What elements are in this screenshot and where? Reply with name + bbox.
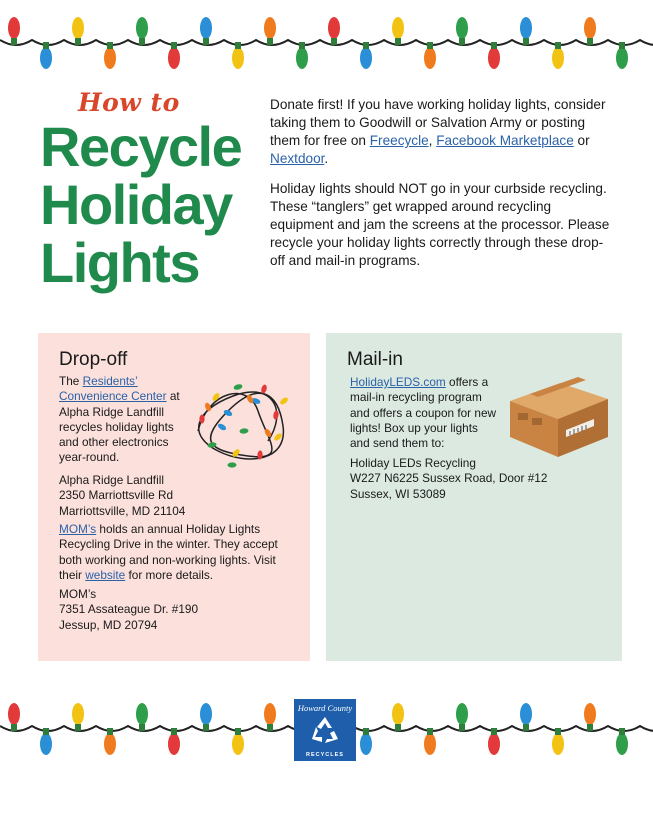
- light-bulb: [72, 703, 84, 731]
- light-bulb: [136, 17, 148, 45]
- recycle-icon: [309, 715, 341, 745]
- light-bulb: [200, 703, 212, 731]
- freecycle-link[interactable]: Freecycle: [369, 133, 429, 148]
- light-bulb: [296, 42, 308, 69]
- light-bulb: [616, 42, 628, 69]
- light-bulb: [488, 728, 500, 755]
- light-bulb: [104, 42, 116, 69]
- mailin-panel: [326, 333, 622, 661]
- tangled-bulb: [273, 410, 280, 420]
- light-bulb: [8, 17, 20, 45]
- nextdoor-link[interactable]: Nextdoor: [270, 151, 325, 166]
- moms-website-link[interactable]: website: [85, 567, 126, 582]
- tangled-lights-icon: [188, 371, 298, 471]
- light-bulb: [456, 703, 468, 731]
- dropoff-panel: [38, 333, 310, 661]
- intro-paragraph-donate: Donate first! If you have working holiday lights, consider taking them to Goodwill or Salvation Army or posting them for free on Freecycle, Facebook Marketplace or Nextdoor.: [270, 97, 606, 166]
- dropoff-address-moms: MOM’s 7351 Assateague Dr. #190 Jessup, MD 20794: [59, 587, 199, 632]
- light-bulb: [136, 703, 148, 731]
- page-title: [40, 115, 242, 294]
- facebook-marketplace-link[interactable]: Facebook Marketplace: [436, 133, 574, 148]
- mailin-text: HolidayLEDS.com offers a mail-in recycling program and offers a coupon for new lights! Box up your lights and send them to:: [350, 375, 497, 451]
- light-bulb: [232, 728, 244, 755]
- tangled-bulb: [239, 428, 248, 434]
- tangled-bulb: [227, 462, 236, 467]
- dropoff-moms-text: MOM’s holds an annual Holiday Lights Recycling Drive in the winter. They accept both working and non-working lights. Visit their website for more details.: [59, 522, 278, 582]
- intro-text: [270, 96, 610, 282]
- light-bulb: [392, 703, 404, 731]
- light-bulb: [104, 728, 116, 755]
- light-bulb: [72, 17, 84, 45]
- light-bulb: [168, 728, 180, 755]
- light-bulb: [616, 728, 628, 755]
- light-bulb: [264, 703, 276, 731]
- tangled-bulb: [217, 422, 227, 431]
- light-bulb: [200, 17, 212, 45]
- light-bulb: [424, 42, 436, 69]
- light-bulb: [456, 17, 468, 45]
- light-bulb: [584, 17, 596, 45]
- light-bulb: [40, 728, 52, 755]
- title-how-to: How to: [78, 88, 180, 117]
- moms-link[interactable]: MOM’s: [59, 522, 97, 536]
- dropoff-intro: The Residents’ Convenience Center at Alpha Ridge Landfill recycles holiday lights and other electronics year-round.: [59, 374, 180, 465]
- intro-paragraph-curbside: Holiday lights should NOT go in your curbside recycling. These “tanglers” get wrapped around recycling equipment and jam the screens at the processor. Please recycle your holiday lights correctly through these drop-off and mail-in programs.: [270, 181, 610, 268]
- light-bulb: [8, 703, 20, 731]
- mailin-heading: Mail-in: [347, 349, 403, 370]
- light-bulb: [552, 42, 564, 69]
- light-bulb: [168, 42, 180, 69]
- light-bulb: [488, 42, 500, 69]
- title-line-holiday: Holiday: [40, 173, 232, 236]
- light-bulb: [520, 17, 532, 45]
- dropoff-heading: Drop-off: [59, 349, 128, 370]
- light-bulb: [552, 728, 564, 755]
- tangled-bulb: [233, 383, 243, 390]
- light-bulb: [584, 703, 596, 731]
- light-bulb: [328, 17, 340, 45]
- title-line-lights: Lights: [40, 231, 199, 294]
- light-bulb: [520, 703, 532, 731]
- howard-county-recycles-logo: Howard County RECYCLES: [294, 699, 356, 761]
- light-bulb: [232, 42, 244, 69]
- light-bulb: [360, 42, 372, 69]
- mailin-address: Holiday LEDs Recycling W227 N6225 Sussex Road, Door #12 Sussex, WI 53089: [350, 456, 548, 501]
- light-bulb: [264, 17, 276, 45]
- title-line-recycle: Recycle: [40, 115, 242, 178]
- tangled-bulb: [199, 415, 204, 424]
- light-bulb: [40, 42, 52, 69]
- tangled-bulb: [279, 396, 289, 406]
- holidayleds-link[interactable]: HolidayLEDS.com: [350, 375, 446, 389]
- light-bulb: [392, 17, 404, 45]
- shipping-box-icon: [496, 361, 612, 461]
- top-string-lights: [0, 14, 653, 74]
- light-bulb: [424, 728, 436, 755]
- residents-convenience-center-link[interactable]: Residents’ Convenience Center: [59, 374, 167, 404]
- light-bulb: [360, 728, 372, 755]
- dropoff-address-landfill: Alpha Ridge Landfill 2350 Marriottsville Rd Marriottsville, MD 21104: [59, 473, 186, 518]
